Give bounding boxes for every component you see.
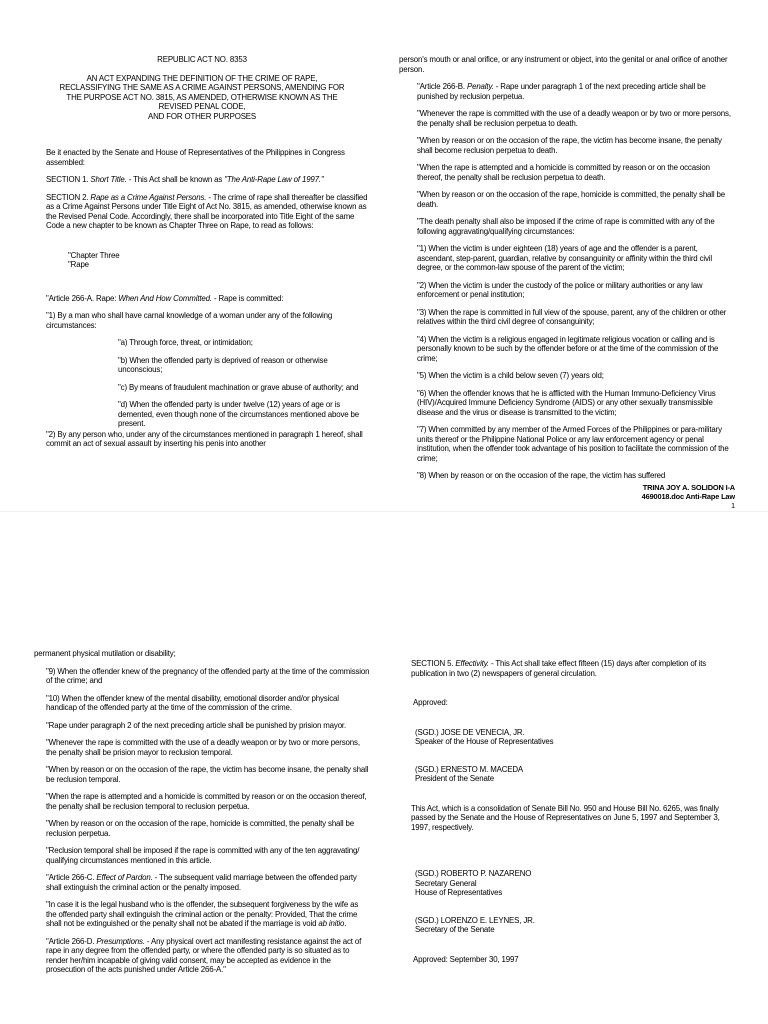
- circumstance-item: "8) When by reason or on the occasion of the rape, the victim has suffered: [417, 471, 666, 480]
- paragraph: "The death penalty shall also be imposed if the crime of rape is committed with any of the following aggravating/qualifying circumstances:: [417, 217, 715, 236]
- chapter-title: "Rape: [68, 260, 89, 269]
- article-266c: [34, 873, 370, 892]
- heading-line: RECLASSIFYING THE SAME AS A CRIME AGAINST PERSONS, AMENDING FOR: [59, 83, 345, 92]
- section-title: Rape as a Crime Against Persons.: [90, 192, 207, 202]
- heading-line: AN ACT EXPANDING THE DEFINITION OF THE CRIME OF RAPE,: [86, 73, 318, 83]
- signatory-title: Secretary of the Senate: [415, 925, 495, 934]
- article-text: - Any physical overt act manifesting resistance against the act of rape in any degree from the offended party, or where the offended party is so situated as to render her/him incapable of giving valid consent, may be accepted as evidence in the prosecution of the acts punished under Article 266-A.": [46, 936, 362, 974]
- continuation-text: permanent physical mutilation or disability;: [34, 649, 176, 658]
- section-title: Short Title.: [90, 175, 127, 184]
- article-266b: [399, 82, 735, 101]
- circumstance-item: "2) When the victim is under the custody of the police or military authorities or any law enforcement or penal institution;: [417, 280, 703, 299]
- section-label: SECTION 2.: [46, 192, 91, 202]
- article-title: Effect of Pardon.: [96, 873, 153, 882]
- enacting-clause: Be it enacted by the Senate and House of Representatives of the Philippines in Congress assembled:: [46, 148, 345, 167]
- article-label: "Article 266-C.: [46, 873, 97, 882]
- approval-date: Approved: September 30, 1997: [413, 954, 519, 964]
- paragraph: "When by reason or on the occasion of the rape, homicide is committed, the penalty shall be reclusion perpetua.: [46, 819, 355, 838]
- heading-line: THE PURPOSE ACT NO. 3815, AS AMENDED, OTHERWISE KNOWN AS THE: [66, 92, 338, 102]
- section-2: [34, 193, 370, 231]
- signatory-name: (SGD.) LORENZO E. LEYNES, JR.: [415, 915, 535, 925]
- circumstance-item: "7) When committed by any member of the Armed Forces of the Philippines or para-military units thereof or the Philippine National Police or any law enforcement agency or penal institution, when the offender took advantage of his position to facilitate the commission of the crime;: [417, 425, 729, 463]
- article-label: "Article 266-A. Rape:: [46, 293, 119, 303]
- footer-filename: 4690018.doc Anti-Rape Law: [641, 491, 735, 501]
- circumstance-item: "1) When the victim is under eighteen (18) years of age and the offender is a parent, ascendant, step-parent, guardian, relative by consanguinity or affinity within the third civil degree, or the common-law spouse of the parent of the victim;: [417, 244, 712, 272]
- section-title: Effectivity.: [455, 659, 489, 668]
- page-footer: [399, 483, 735, 510]
- section-1: [34, 175, 370, 185]
- page2-left-column: [34, 512, 370, 975]
- paragraph: "When the rape is attempted and a homicide is committed by reason or on the occasion thereof, the penalty shall be reclusion temporal to reclusion perpetua.: [46, 792, 367, 811]
- section-label: SECTION 5.: [411, 659, 456, 668]
- short-title: "The Anti-Rape Law of 1997.": [224, 175, 324, 184]
- latin-term: ab initio: [318, 919, 345, 928]
- paragraph: "When the rape is attempted and a homicide is committed by reason or on the occasion thereof, the penalty shall be reclusion perpetua to death.: [417, 163, 710, 182]
- document-page-2: [0, 512, 768, 1024]
- circumstance-item: "10) When the offender knew of the mental disability, emotional disorder and/or physical handicap of the offended party at the time of the commission of the crime.: [46, 693, 339, 712]
- page1-right-column: [399, 0, 735, 510]
- article-266d: [34, 937, 370, 975]
- page-number: 1: [731, 500, 735, 510]
- article-title: Presumptions.: [96, 936, 145, 946]
- signature-speaker: [399, 728, 735, 747]
- act-number: REPUBLIC ACT NO. 8353: [157, 55, 247, 64]
- paragraph-1: "1) By a man who shall have carnal knowledge of a woman under any of the following circumstances:: [46, 311, 333, 330]
- heading-line: AND FOR OTHER PURPOSES: [147, 111, 257, 121]
- section-5: [399, 659, 735, 678]
- approved-label: Approved:: [413, 698, 448, 707]
- act-heading: [34, 74, 370, 122]
- circumstance-item: "9) When the offender knew of the pregnancy of the offended party at the time of the commission of the crime; and: [46, 666, 370, 685]
- article-text: - Rape under paragraph 1 of the next preceding article shall be punished by reclusion perpetua.: [417, 82, 706, 101]
- article-label: "Article 266-D.: [46, 936, 97, 946]
- continuation-text: person's mouth or anal orifice, or any instrument or object, into the genital or anal orifice of another person.: [399, 55, 728, 74]
- signatory-name: (SGD.) JOSE DE VENECIA, JR.: [415, 727, 525, 737]
- signature-senate-president: [399, 765, 735, 784]
- paragraph-text: "In case it is the legal husband who is the offender, the subsequent forgiveness by the wife as the offended party shall extinguish the criminal action or the penalty: Provided, That the crime shall not be extinguished or the penalty shall not be abated if the marriage is void: [46, 900, 359, 928]
- paragraph: "Rape under paragraph 2 of the next preceding article shall be punished by prision mayor.: [46, 720, 347, 730]
- paragraph: "Reclusion temporal shall be imposed if the rape is committed with any of the ten aggravating/ qualifying circumstances mentioned in this article.: [46, 846, 360, 865]
- section-text: - This Act shall take effect fifteen (15) days after completion of its publication in two (2) newspapers of general circulation.: [411, 659, 707, 678]
- circumstance-item: "3) When the rape is committed in full view of the spouse, parent, any of the children or other relatives within the third civil degree of consanguinity;: [417, 307, 727, 326]
- signature-secretary-general: [399, 869, 735, 898]
- paragraph: [34, 900, 370, 929]
- signatory-title: House of Representatives: [415, 888, 503, 897]
- paragraph: "Whenever the rape is committed with the use of a deadly weapon or by two or more persons, the penalty shall be prision mayor to reclusion temporal.: [46, 738, 360, 757]
- consolidation-note: This Act, which is a consolidation of Senate Bill No. 950 and House Bill No. 6265, was finally passed by the Senate and the House of Representatives on June 5, 1997 and September 3, 1997, respectively.: [411, 803, 720, 832]
- article-label: "Article 266-B.: [417, 82, 467, 91]
- page1-left-column: [34, 0, 370, 449]
- signatory-title: President of the Senate: [415, 774, 495, 783]
- page2-right-column: [399, 512, 735, 964]
- signatory-title: Speaker of the House of Representatives: [415, 737, 554, 746]
- sub-item-a: "a) Through force, threat, or intimidation;: [118, 338, 253, 347]
- paragraph: "When by reason or on the occasion of the rape, the victim has become insane, the penalty shall become reclusion perpetua to death.: [417, 136, 722, 155]
- paragraph: "When by reason or on the occasion of the rape, the victim has become insane, the penalty shall be reclusion temporal.: [46, 765, 369, 784]
- chapter-heading: "Chapter Three: [68, 250, 120, 260]
- sub-item-c: "c) By means of fraudulent machination or grave abuse of authority; and: [118, 382, 359, 392]
- section-text: - This Act shall be known as: [126, 175, 225, 184]
- heading-line: REVISED PENAL CODE,: [158, 102, 246, 111]
- article-title: When And How Committed.: [118, 293, 212, 303]
- signatory-title: Secretary General: [415, 878, 477, 888]
- circumstance-item: "4) When the victim is a religious engaged in legitimate religious vocation or calling and is personally known to be such by the offender before or at the time of the commission of the crime;: [417, 334, 719, 363]
- circumstance-item: "6) When the offender knows that he is afflicted with the Human Immuno-Deficiency Virus (HIV)/Acquired Immune Deficiency Syndrome (AIDS) or any other sexually transmissible disease and the virus or disease is transmitted to the victim;: [417, 388, 716, 417]
- section-label: SECTION 1.: [46, 175, 91, 184]
- paragraph: "When by reason or on the occasion of the rape, homicide is committed, the penalty shall be death.: [417, 190, 726, 209]
- article-text: - Rape is committed:: [211, 293, 284, 303]
- footer-author: TRINA JOY A. SOLIDON I-A: [642, 482, 735, 492]
- paragraph: "Whenever the rape is committed with the use of a deadly weapon or by two or more persons, the penalty shall be reclusion perpetua to death.: [417, 109, 731, 128]
- signatory-name: (SGD.) ROBERTO P. NAZARENO: [415, 869, 532, 878]
- article-266a: [34, 294, 370, 304]
- signature-senate-secretary: [399, 916, 735, 935]
- paragraph-end: .: [344, 919, 347, 928]
- paragraph-2: "2) By any person who, under any of the circumstances mentioned in paragraph 1 hereof, shall commit an act of sexual assault by inserting his penis into another: [46, 429, 363, 448]
- article-title: Penalty.: [466, 82, 494, 91]
- sub-item-b: "b) When the offended party is deprived of reason or otherwise unconscious;: [118, 355, 328, 374]
- section-text: - The crime of rape shall thereafter be classified as a Crime Against Persons under Title Eight of Act No. 3815, as amended, otherwise known as the Revised Penal Code. Accordingly, there shall be incorporated into Title Eight of the same Code a new chapter to be known as Chapter Three on Rape, to read as follows:: [46, 192, 368, 230]
- circumstance-item: "5) When the victim is a child below seven (7) years old;: [417, 371, 604, 380]
- sub-item-d: "d) When the offended party is under twelve (12) years of age or is demented, even though none of the circumstances mentioned above be present.: [118, 400, 360, 428]
- signatory-name: (SGD.) ERNESTO M. MACEDA: [415, 764, 524, 774]
- article-text: - The subsequent valid marriage between the offended party shall extinguish the criminal action or the penalty imposed.: [46, 873, 357, 892]
